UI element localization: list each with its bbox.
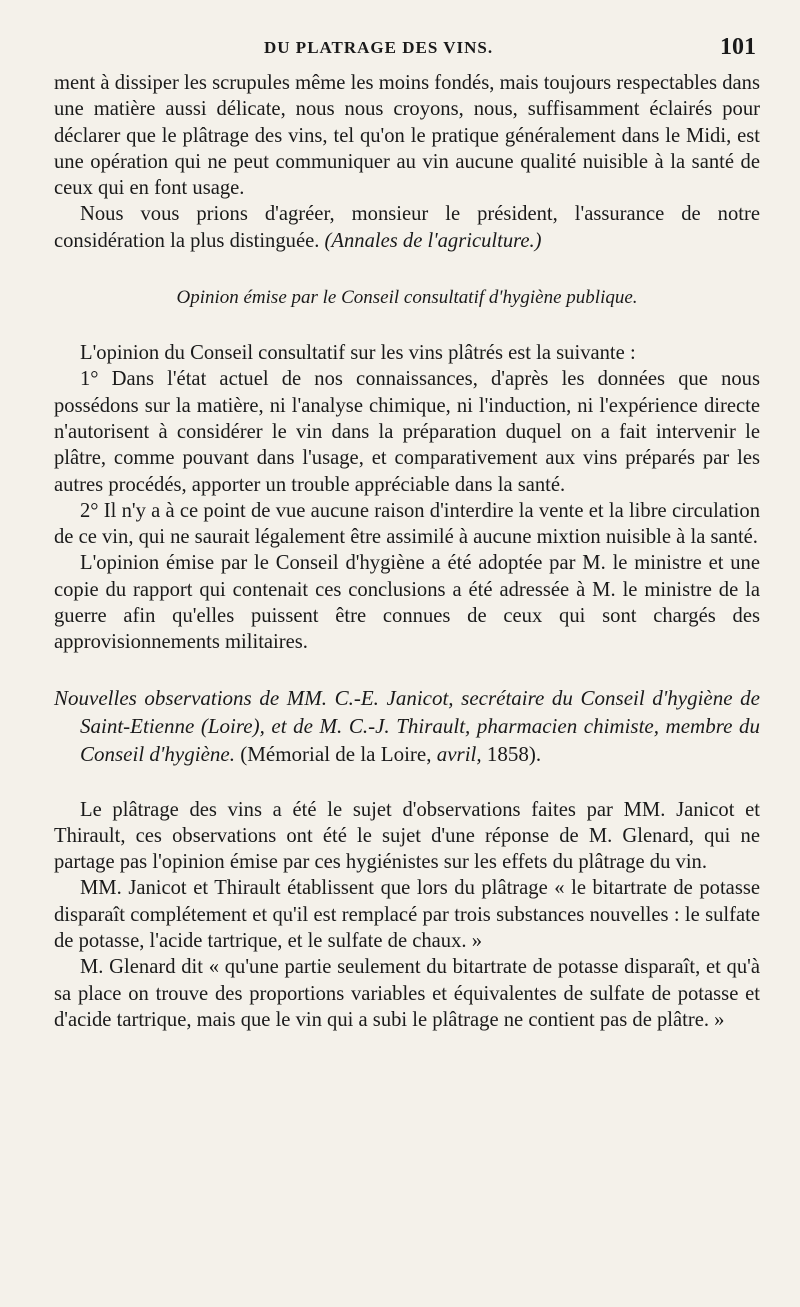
observations-heading-source: (Mémorial de la Loire, xyxy=(240,742,432,767)
closing-text: Nous vous prions d'agréer, monsieur le président, l'assurance de notre considération la plus distinguée. xyxy=(54,203,760,252)
page-body xyxy=(54,70,760,1033)
paragraph-opinion-intro: L'opinion du Conseil consultatif sur les vins plâtrés est la suivante : xyxy=(80,342,636,365)
paragraph-continuation: ment à dissiper les scrupules même les moins fondés, mais toujours respectables dans une matière aussi délicate, nous nous croyons, nous, suffisamment éclairés pour déclarer que le plâtrage des vins, tel qu'on le pratique généralement dans le Midi, est une opération qui ne peut communiquer au vin aucune qualité nuisible à la santé de ceux qui en font usage. xyxy=(54,72,760,200)
running-head: DU PLATRAGE DES VINS. xyxy=(264,38,494,57)
paragraph-point-2: 2° Il n'y a à ce point de vue aucune raison d'interdire la vente et la libre circulation de ce vin, qui ne saurait légalement être assimilé à aucune mixtion nuisible à la santé. xyxy=(54,499,760,549)
observations-heading xyxy=(54,684,760,769)
page-header xyxy=(54,36,760,70)
paragraph-glenard: M. Glenard dit « qu'une partie seulement du bitartrate de potasse disparaît, et qu'à sa place on trouve des proportions variables et équivalentes de sulfate de potasse et d'acide tartrique, mais que le vin qui a subi le plâtrage ne contient pas de plâtre. » xyxy=(54,956,760,1031)
paragraph-adoption: L'opinion émise par le Conseil d'hygiène a été adoptée par M. le ministre et une copie du rapport qui contenait ces conclusions a été adressée à M. le ministre de la guerre afin qu'elles puissent être connues de ceux qui sont chargés des approvisionnements militaires. xyxy=(54,552,760,654)
observations-heading-title: Nouvelles observations de MM. C.-E. Janicot, secrétaire du Conseil d'hygiène de Saint-Etienne (Loire), et de M. C.-J. Thirault, pharmacien chimiste, membre du Conseil d'hygiène. xyxy=(54,685,760,767)
paragraph-platrage-subject: Le plâtrage des vins a été le sujet d'observations faites par MM. Janicot et Thirault, ces observations ont été le sujet d'une réponse de M. Glenard, qui ne partage pas l'opinion émise par ces hygiénistes sur les effets du plâtrage du vin. xyxy=(54,798,760,874)
observations-heading-year: 1858). xyxy=(486,742,542,767)
paragraph-point-1: 1° Dans l'état actuel de nos connaissances, d'après les données que nous possédons sur la matière, ni l'analyse chimique, ni l'induction, ni l'expérience directe n'autorisent à considérer le vin dans la préparation duquel on a fait intervenir le plâtre, comme pouvant dans l'usage, et comparativement aux vins préparés par les autres procédés, apporter un trouble appréciable dans la santé. xyxy=(54,368,760,496)
section-title: Opinion émise par le Conseil consultatif d'hygiène publique. xyxy=(176,287,638,309)
citation-source: (Annales de l'agriculture.) xyxy=(324,229,542,252)
observations-heading-month: avril, xyxy=(436,742,482,767)
paragraph-janicot-thirault: MM. Janicot et Thirault établissent que lors du plâtrage « le bitartrate de potasse disparaît complétement et qu'il est remplacé par trois substances nouvelles : le sulfate de potasse, l'acide tartrique, et le sulfate de chaux. » xyxy=(54,877,760,953)
page-number: 101 xyxy=(720,34,756,60)
paragraph-closing xyxy=(54,201,760,254)
